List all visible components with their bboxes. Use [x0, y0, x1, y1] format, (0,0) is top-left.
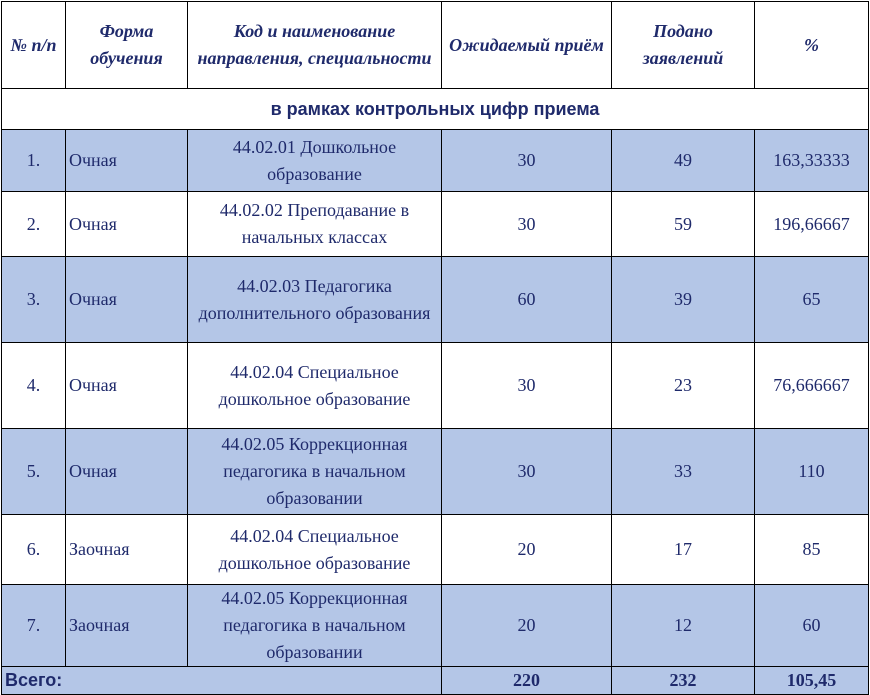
header-row [2, 2, 869, 89]
total-label: Всего: [2, 667, 442, 695]
row-num: 6. [2, 515, 66, 585]
row-submitted: 33 [612, 429, 755, 515]
row-expected: 30 [442, 429, 612, 515]
table-row [2, 192, 869, 257]
row-spec: 44.02.04 Специальное дошкольное образование [188, 515, 442, 585]
row-spec: 44.02.02 Преподавание в начальных классах [188, 192, 442, 257]
row-num: 2. [2, 192, 66, 257]
row-submitted: 39 [612, 257, 755, 343]
row-percent: 76,666667 [755, 343, 869, 429]
section-row [2, 89, 869, 130]
row-form: Очная [66, 130, 188, 192]
admissions-table [1, 1, 869, 695]
row-num: 5. [2, 429, 66, 515]
total-expected: 220 [442, 667, 612, 695]
row-percent: 110 [755, 429, 869, 515]
row-num: 3. [2, 257, 66, 343]
row-percent: 196,66667 [755, 192, 869, 257]
row-expected: 20 [442, 515, 612, 585]
header-submitted: Подано заявлений [612, 2, 755, 89]
row-submitted: 49 [612, 130, 755, 192]
row-num: 7. [2, 585, 66, 667]
header-num: № п/п [2, 2, 66, 89]
table-row [2, 515, 869, 585]
row-percent: 60 [755, 585, 869, 667]
row-submitted: 23 [612, 343, 755, 429]
row-num: 1. [2, 130, 66, 192]
row-spec: 44.02.04 Специальное дошкольное образование [188, 343, 442, 429]
header-expected: Ожидаемый приём [442, 2, 612, 89]
row-form: Заочная [66, 585, 188, 667]
row-submitted: 17 [612, 515, 755, 585]
row-spec: 44.02.05 Коррекционная педагогика в начальном образовании [188, 429, 442, 515]
table-row [2, 130, 869, 192]
row-expected: 30 [442, 343, 612, 429]
row-form: Заочная [66, 515, 188, 585]
row-spec: 44.02.03 Педагогика дополнительного образования [188, 257, 442, 343]
row-form: Очная [66, 192, 188, 257]
row-form: Очная [66, 343, 188, 429]
row-expected: 30 [442, 192, 612, 257]
total-submitted: 232 [612, 667, 755, 695]
row-spec: 44.02.01 Дошкольное образование [188, 130, 442, 192]
table-row [2, 257, 869, 343]
row-submitted: 59 [612, 192, 755, 257]
row-expected: 30 [442, 130, 612, 192]
row-percent: 65 [755, 257, 869, 343]
row-spec: 44.02.05 Коррекционная педагогика в начальном образовании [188, 585, 442, 667]
table-row [2, 429, 869, 515]
table-row [2, 585, 869, 667]
header-spec: Код и наименование направления, специальности [188, 2, 442, 89]
row-expected: 20 [442, 585, 612, 667]
row-form: Очная [66, 257, 188, 343]
header-form: Форма обучения [66, 2, 188, 89]
row-num: 4. [2, 343, 66, 429]
row-submitted: 12 [612, 585, 755, 667]
header-percent: % [755, 2, 869, 89]
total-percent: 105,45 [755, 667, 869, 695]
row-form: Очная [66, 429, 188, 515]
row-expected: 60 [442, 257, 612, 343]
row-percent: 163,33333 [755, 130, 869, 192]
table-row [2, 343, 869, 429]
section-title: в рамках контрольных цифр приема [2, 89, 869, 130]
total-row [2, 667, 869, 695]
row-percent: 85 [755, 515, 869, 585]
